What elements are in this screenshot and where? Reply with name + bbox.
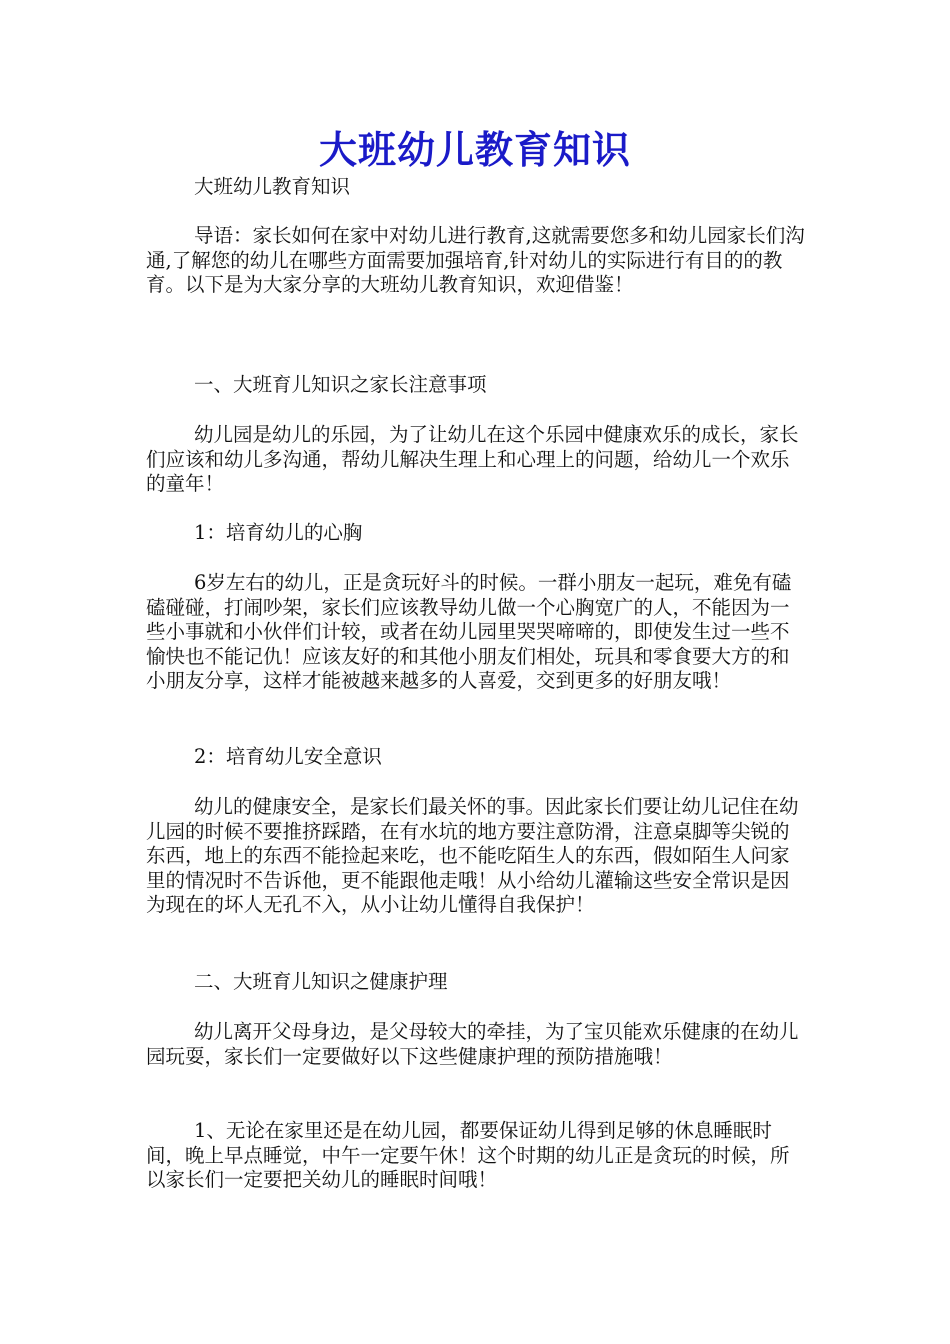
body-paragraph: 幼儿离开父母身边，是父母较大的牵挂，为了宝贝能欢乐健康的在幼儿园玩耍，家长们一定要做好以下这些健康护理的预防措施哦！ [146, 1020, 799, 1068]
section-heading-2: 二、大班育儿知识之健康护理 [194, 970, 448, 993]
body-paragraph: 幼儿的健康安全，是家长们最关怀的事。因此家长们要让幼儿记住在幼儿园的时候不要推挤踩踏，在有水坑的地方要注意防滑，注意桌脚等尖锐的东西，地上的东西不能捡起来吃，也不能吃陌生人的东西，假如陌生人问家里的情况时不告诉他，更不能跟他走哦！从小给幼儿灌输这些安全常识是因为现在的坏人无孔不入，从小让幼儿懂得自我保护！ [146, 795, 799, 916]
document-title: 大班幼儿教育知识 [318, 127, 631, 172]
subheading-1: 1：培育幼儿的心胸 [194, 521, 363, 544]
subheading-2: 2：培育幼儿安全意识 [194, 745, 382, 768]
body-paragraph: 幼儿园是幼儿的乐园，为了让幼儿在这个乐园中健康欢乐的成长，家长们应该和幼儿多沟通，帮幼儿解决生理上和心理上的问题，给幼儿一个欢乐的童年！ [146, 423, 799, 495]
body-paragraph: 1、无论在家里还是在幼儿园，都要保证幼儿得到足够的休息睡眠时间，晚上早点睡觉，中午一定要午休！这个时期的幼儿正是贪玩的时候，所以家长们一定要把关幼儿的睡眠时间哦！ [146, 1119, 790, 1191]
subtitle-paragraph: 大班幼儿教育知识 [194, 175, 351, 198]
body-paragraph: 6岁左右的幼儿，正是贪玩好斗的时候。一群小朋友一起玩，难免有磕磕碰碰，打闹吵架，家长们应该教导幼儿做一个心胸宽广的人，不能因为一些小事就和小伙伴们计较，或者在幼儿园里哭哭啼啼的，即使发生过一些不愉快也不能记仇！应该友好的和其他小朋友们相处，玩具和零食要大方的和小朋友分享，这样才能被越来越多的人喜爱，交到更多的好朋友哦！ [146, 571, 792, 692]
intro-paragraph: 导语：家长如何在家中对幼儿进行教育,这就需要您多和幼儿园家长们沟通,了解您的幼儿在哪些方面需要加强培育,针对幼儿的实际进行有目的的教育。以下是为大家分享的大班幼儿教育知识，欢迎借鉴！ [146, 224, 805, 296]
section-heading-1: 一、大班育儿知识之家长注意事项 [194, 373, 487, 396]
